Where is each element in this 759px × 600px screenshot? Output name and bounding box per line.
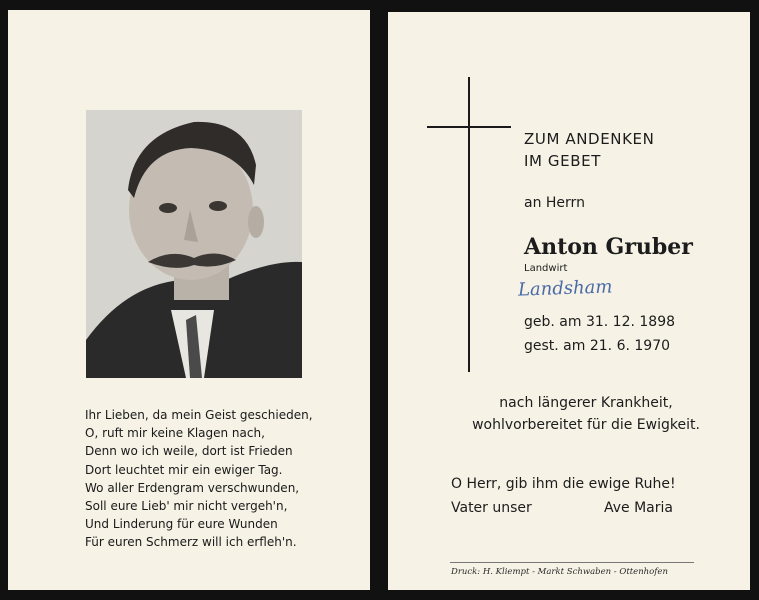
printer-credit: Druck: H. Kliempt - Markt Schwaben - Ottenhofen (451, 567, 668, 577)
deceased-name: Anton Gruber (524, 234, 693, 260)
poem-line: Für euren Schmerz will ich erfleh'n. (85, 535, 297, 550)
illness-text (388, 392, 759, 436)
poem-line: Dort leuchtet mir ein ewiger Tag. (85, 462, 283, 477)
birth-date: geb. am 31. 12. 1898 (524, 314, 676, 330)
an-herrn: an Herrn (524, 195, 585, 211)
poem-line: Denn wo ich weile, dort ist Frieden (85, 444, 293, 459)
handwritten-place: Landsham (517, 276, 613, 301)
poem-line: Soll eure Lieb' mir nicht vergeh'n, (85, 499, 288, 514)
poem (85, 406, 313, 552)
memorial-heading (524, 128, 654, 172)
cross-bar (427, 126, 511, 128)
portrait-photo (86, 110, 302, 378)
illness-line-2: wohlvorbereitet für die Ewigkeit. (472, 417, 700, 433)
left-card (8, 10, 370, 590)
prayer-line: O Herr, gib ihm die ewige Ruhe! (451, 476, 676, 492)
portrait-illustration (86, 110, 302, 378)
occupation: Landwirt (524, 263, 568, 274)
poem-line: Wo aller Erdengram verschwunden, (85, 480, 300, 495)
illness-line-1: nach längerer Krankheit, (499, 395, 673, 411)
heading-line-2: IM GEBET (524, 152, 601, 170)
heading-line-1: ZUM ANDENKEN (524, 130, 655, 148)
cross-icon (468, 77, 470, 372)
death-date: gest. am 21. 6. 1970 (524, 338, 671, 354)
right-card (388, 12, 750, 590)
divider (450, 562, 694, 563)
poem-line: O, ruft mir keine Klagen nach, (85, 426, 265, 441)
vater-unser: Vater unser (451, 500, 532, 516)
poem-line: Und Linderung für eure Wunden (85, 517, 278, 532)
ave-maria: Ave Maria (604, 500, 673, 516)
poem-line: Ihr Lieben, da mein Geist geschieden, (85, 408, 313, 422)
